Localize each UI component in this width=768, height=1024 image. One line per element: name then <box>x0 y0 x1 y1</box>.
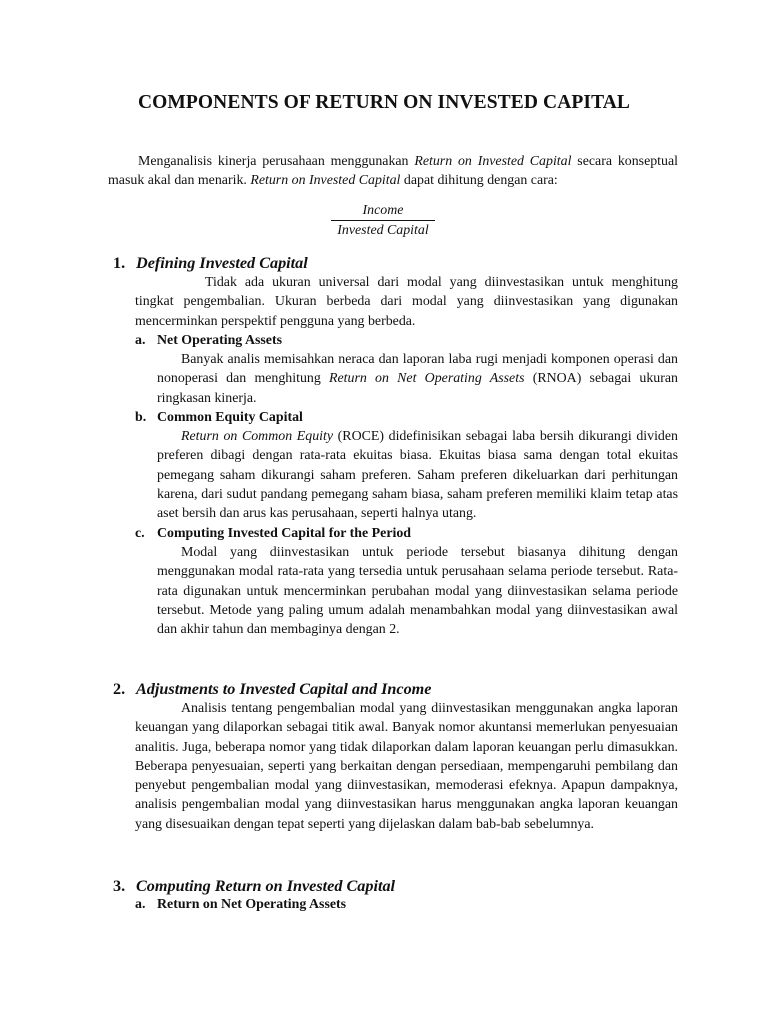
roic-formula <box>328 202 438 240</box>
formula-denominator: Invested Capital <box>337 223 429 238</box>
section-3a-title: Return on Net Operating Assets <box>157 897 347 912</box>
section-1b-text: (ROCE) didefinisikan sebagai laba bersih dikurangi dividen preferen dibagi dengan rata-rata ekuitas biasa. Ekuitas biasa sama dengan total ekuitas pemegang saham dikurangi saham preferen. Saham preferen dikeluarkan dari perhitungan karena, dari sudut pandang pemegang saham biasa, saham preferen memiliki klaim tetap atas aset bersih dan arus kas perusahaan, seperti halnya utang. <box>157 429 678 522</box>
formula-numerator: Income <box>331 202 435 221</box>
section-2-heading <box>113 679 673 699</box>
section-1b-term: Return on Common Equity <box>181 429 334 444</box>
section-2-body: Analisis tentang pengembalian modal yang diinvestasikan menggunakan angka laporan keuangan yang dilaporkan sebagai titik awal. Banyak nomor akuntansi memerlukan penyesuaian analitis. Juga, beberapa nomor yang tidak dilaporkan dalam laporan keuangan perlu dimasukkan. Beberapa penyesuaian, seperti yang berkaitan dengan persediaan, mempengaruhi pembilang dan penyebut pengembalian modal yang diinvestasikan, memoderasi efeknya. Apapun dampaknya, analisis pengembalian modal yang diinvestasikan harus menggunakan angka laporan keuangan yang disesuaikan dengan tepat seperti yang dijelaskan dalam bab-bab sebelumnya. <box>135 701 678 832</box>
section-3-title: Computing Return on Invested Capital <box>136 877 396 895</box>
section-1-body: Tidak ada ukuran universal dari modal yang diinvestasikan untuk menghitung tingkat pengembalian. Ukuran berbeda dari modal yang diinvestasikan yang digunakan mencerminkan perspektif pengguna yang berbeda. <box>135 275 678 329</box>
intro-text-3: dapat dihitung dengan cara: <box>400 173 558 189</box>
section-1a-heading <box>135 331 675 350</box>
section-1a-letter: a. <box>135 333 146 348</box>
intro-term-1: Return on Invested Capital <box>414 154 572 169</box>
section-1-title: Defining Invested Capital <box>136 254 308 272</box>
page-title: COMPONENTS OF RETURN ON INVESTED CAPITAL <box>137 92 631 113</box>
section-1b-letter: b. <box>135 410 147 425</box>
section-1c-heading <box>135 524 675 543</box>
section-1b-heading <box>135 408 675 427</box>
intro-term-2: Return on Invested Capital <box>250 173 401 189</box>
section-1-number: 1. <box>113 254 126 272</box>
section-1c-letter: c. <box>135 526 145 541</box>
section-1a-text-2: (RNOA) sebagai ukuran ringkasan kinerja. <box>157 371 678 406</box>
section-3-number: 3. <box>113 877 126 895</box>
section-3a-letter: a. <box>135 897 146 912</box>
section-3a-heading <box>135 895 675 914</box>
section-1a-text-1: Banyak analis memisahkan neraca dan laporan laba rugi menjadi komponen operasi dan nonoperasi dan menghitung <box>157 352 678 387</box>
intro-text-1: Menganalisis kinerja perusahaan menggunakan <box>138 154 415 169</box>
section-1a-term: Return on Net Operating Assets <box>329 371 525 387</box>
section-1a-title: Net Operating Assets <box>157 333 283 348</box>
section-2-number: 2. <box>113 680 126 698</box>
section-1-heading <box>113 253 673 273</box>
section-2-title: Adjustments to Invested Capital and Income <box>136 680 432 698</box>
section-1c-title: Computing Invested Capital for the Period <box>157 526 412 541</box>
section-3-heading <box>113 876 673 896</box>
intro-text-2: secara konseptual masuk akal dan menarik. <box>108 154 679 189</box>
intro-paragraph <box>108 152 678 191</box>
section-1b-title: Common Equity Capital <box>157 410 303 425</box>
section-1a-body <box>157 350 678 408</box>
section-1b-body <box>157 427 678 523</box>
section-1c-body: Modal yang diinvestasikan untuk periode tersebut biasanya dihitung dengan menggunakan modal rata-rata yang tersedia untuk perusahaan selama periode tersebut. Rata-rata digunakan untuk mencerminkan perubahan modal yang diinvestasikan selama periode tersebut. Metode yang paling umum adalah menambahkan modal yang diinvestasikan awal dan akhir tahun dan membaginya dengan 2. <box>157 545 678 638</box>
